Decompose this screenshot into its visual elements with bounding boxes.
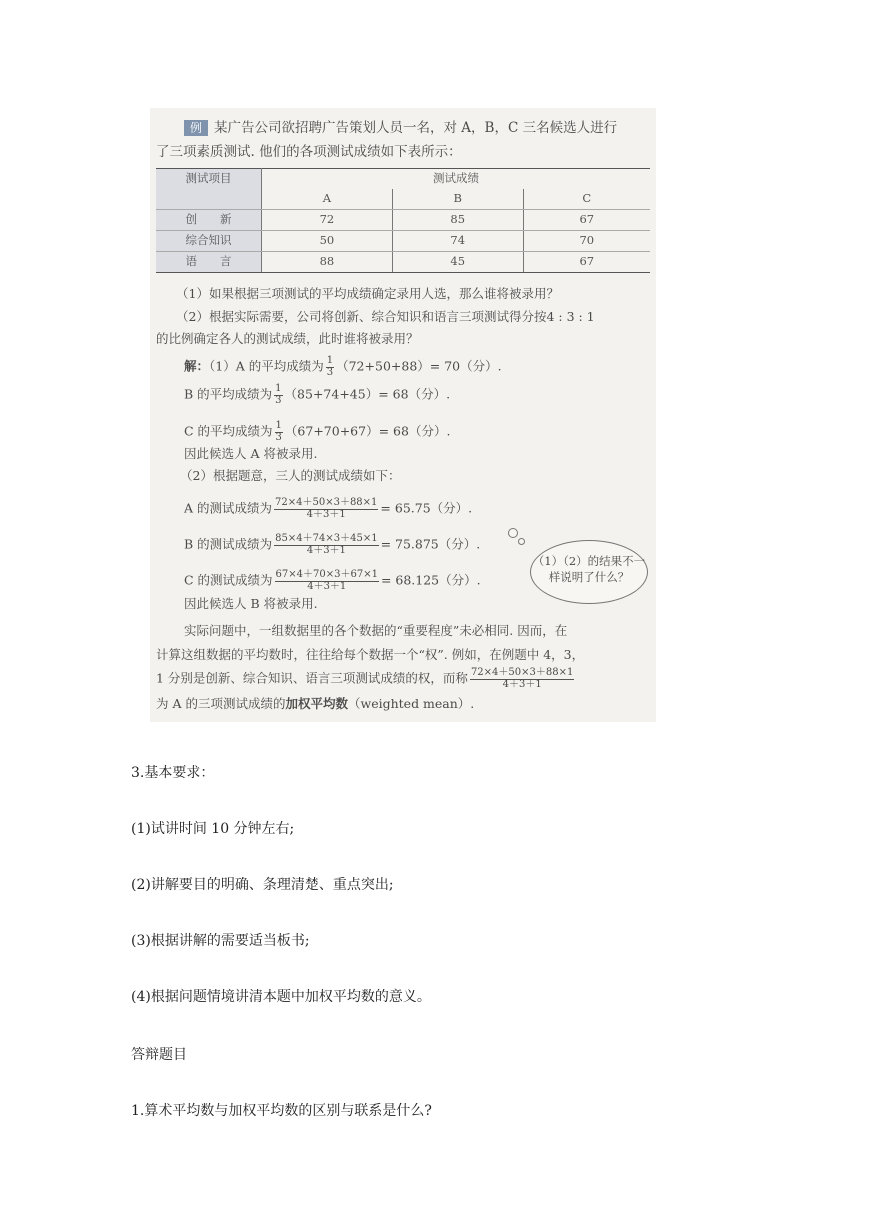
solution-a-average: 解：（1）A 的平均成绩为 $\frac{1}{3}$ （72+50+88）= 70（分）.: [184, 355, 502, 378]
thought-bubble-dot: [508, 528, 518, 538]
weighted-fraction-c: $\frac{67\times 4+70\times 3+67\times 1}{4+3+1}$: [275, 569, 378, 592]
note-line-2: 计算这组数据的平均数时，往往给每个数据一个“权”. 例如，在例题中 4，3，: [156, 647, 585, 662]
table-row: 创 新 72 85 67: [156, 210, 650, 231]
scores-table: [156, 168, 650, 273]
weighted-fraction-a: $\frac{72\times 4+50\times 3+88\times 1}{4+3+1}$: [275, 497, 378, 520]
table-header-item: 测试项目: [156, 169, 262, 190]
requirements-heading: 3.基本要求：: [131, 765, 215, 781]
note-line-4: 为 A 的三项测试成绩的加权平均数（weighted mean）.: [156, 696, 475, 711]
question-1: （1）如果根据三项测试的平均成绩确定录用人选，那么谁将被录用？: [176, 286, 559, 301]
weighted-c: C 的测试成绩为 $\frac{67\times 4+70\times 3+67\times 1}{4+3+1}$ = 68.125（分）.: [184, 569, 481, 592]
example-intro-line2: 了三项素质测试. 他们的各项测试成绩如下表所示：: [156, 144, 462, 160]
defense-heading: 答辩题目: [131, 1047, 187, 1063]
fraction-one-third: $\frac{1}{3}$: [275, 420, 282, 443]
part2-intro: （2）根据题意，三人的测试成绩如下：: [180, 468, 401, 483]
weighted-fraction-b: $\frac{85\times 4+74\times 3+45\times 1}{4+3+1}$: [275, 533, 378, 556]
table-row: 综合知识 50 74 70: [156, 231, 650, 252]
requirement-item: (4)根据问题情境讲清本题中加权平均数的意义。: [131, 989, 431, 1005]
textbook-example-scan: [150, 108, 656, 722]
candidate-a-header: A: [262, 189, 393, 210]
fraction-one-third: $\frac{1}{3}$: [326, 355, 334, 378]
question-2-line1: （2）根据实际需要，公司将创新、综合知识和语言三项测试得分按4 : 3 : 1: [176, 309, 595, 324]
thought-bubble-dot: [518, 538, 525, 545]
requirement-item: (3)根据讲解的需要适当板书;: [131, 933, 310, 949]
solution-c-average: C 的平均成绩为 $\frac{1}{3}$ （67+70+67）= 68（分）.: [184, 420, 451, 443]
weighted-mean-term: 加权平均数: [285, 696, 348, 711]
note-line-3: 1 分别是创新、综合知识、语言三项测试成绩的权，而称 $\frac{72\times 4+50\times 3+88\times 1}{4+3+1}$: [156, 667, 574, 690]
requirement-item: (2)讲解要目的明确、条理清楚、重点突出;: [131, 877, 394, 893]
fraction-one-third: $\frac{1}{3}$: [275, 383, 282, 406]
requirement-item: (1)试讲时间 10 分钟左右;: [131, 821, 295, 837]
conclusion-1: 因此候选人 A 将被录用.: [184, 446, 318, 461]
defense-question-1: 1.算术平均数与加权平均数的区别与联系是什么?: [131, 1103, 432, 1119]
example-tag: 例: [184, 120, 208, 136]
table-header-scores: 测试成绩: [262, 169, 651, 190]
candidate-b-header: B: [392, 189, 523, 210]
candidate-c-header: C: [523, 189, 650, 210]
note-line-1: 实际问题中，一组数据里的各个数据的“重要程度”未必相同. 因而，在: [184, 623, 568, 638]
example-intro-line1: 例 某广告公司欲招聘广告策划人员一名，对 A，B，C 三名候选人进行: [184, 120, 617, 136]
thought-cloud: （1）（2）的结果不一样说明了什么？: [530, 540, 648, 604]
note-weighted-fraction: $\frac{72\times 4+50\times 3+88\times 1}{4+3+1}$: [470, 667, 574, 690]
conclusion-2: 因此候选人 B 将被录用.: [184, 596, 318, 611]
table-row: 语 言 88 45 67: [156, 252, 650, 273]
weighted-b: B 的测试成绩为 $\frac{85\times 4+74\times 3+45\times 1}{4+3+1}$ = 75.875（分）.: [184, 533, 481, 556]
solution-b-average: B 的平均成绩为 $\frac{1}{3}$ （85+74+45）= 68（分）.: [184, 383, 451, 406]
question-2-line2: 的比例确定各人的测试成绩，此时谁将被录用？: [156, 331, 419, 346]
weighted-a: A 的测试成绩为 $\frac{72\times 4+50\times 3+88\times 1}{4+3+1}$ = 65.75（分）.: [184, 497, 473, 520]
